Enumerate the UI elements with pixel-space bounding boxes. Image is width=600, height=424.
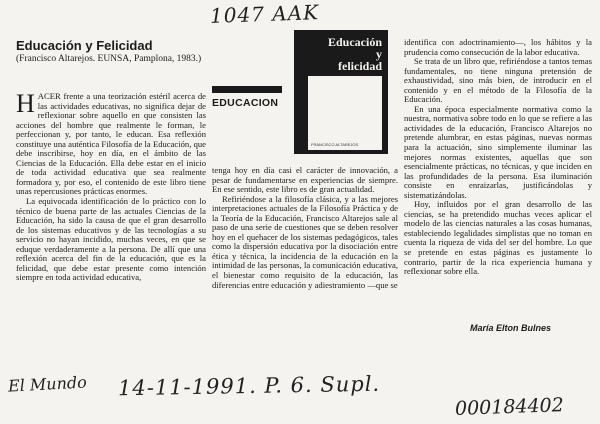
- paragraph: En una época especialmente normativa como la nuestra, normativa sobre todo en lo que se refiere a las actividades de la educación, Francisco Altarejos no pretende alumbrar, en estas páginas, nuevas normas para la actuación, sino simplemente iluminar las mejores normas existentes, aquellas que son esencialmente prácticas, no técnicas, y que inciden en las profundidades de la persona. Esa iluminación consiste en enraizarlas, justificándolas y sistematizándolas.: [404, 103, 592, 200]
- paragraph: Se trata de un libro que, refiriéndose a tantos temas fundamentales, no tiene ninguna pretensión de exhaustividad, sino más bien, de introducir en el contenido y en el método de la Filosofía de la Educación.: [404, 56, 592, 105]
- handwritten-source: El Mundo: [7, 372, 88, 396]
- drop-cap: H: [16, 89, 35, 118]
- cover-title-line: y: [376, 47, 382, 61]
- cover-inner-panel: [308, 76, 382, 150]
- cover-title: [328, 36, 382, 72]
- cover-label: EDUCACION: [212, 97, 279, 109]
- paragraph: identifica con adoctrinamiento—, los hábitos y la prudencia como consecución de la labor educativa.: [404, 37, 592, 57]
- book-cover-image: [294, 30, 388, 154]
- paragraph: Refiriéndose a la filosofía clásica, y a las mejores interpretaciones actuales de la Filosofía Práctica y de la Teoría de la Educación, Francisco Altarejos sale al paso de una serie de cuestiones que se deben resolver hoy en el quehacer de los sistemas pedagógicos, tales como la dispersión educativa por la disociación entre ética y técnica, la incidencia de la educación en la intimidad de las personas, la comunicación educativa, el bienestar como requisito de la educación, las diferencias entre educación y adiestramiento —que se: [212, 193, 398, 290]
- cover-bar: [212, 86, 282, 93]
- cover-title-line: Educación: [327, 35, 382, 49]
- handwritten-reference: 1047 AAK: [209, 0, 320, 28]
- article-title: Educación y Felicidad: [16, 38, 153, 53]
- cover-publisher: FRANCISCO ALTAREJOS: [311, 142, 359, 147]
- article-column-1: [16, 89, 206, 283]
- handwritten-archive-id: 000184402: [454, 394, 565, 420]
- paragraph: [16, 89, 206, 197]
- paragraph: Hoy, influidos por el gran desarrollo de las ciencias, se ha pretendido muchas veces aplicar el modelo de las ciencias naturales a las cosas humanas, estableciendo legalidades simplistas que no toman en cuenta la riqueza de vida del ser del hombre. Lo que se pretende en estas páginas es justamente lo contrario, partir de la rica experiencia humana y reflexionar sobre ella.: [404, 199, 592, 277]
- paragraph: tenga hoy en día casi el carácter de innovación, a pesar de fundamentarse en experiencias de siempre. En ese sentido, este libro es de gran actualidad.: [212, 165, 398, 195]
- article-column-3: [404, 38, 592, 277]
- handwritten-date-page: 14-11-1991. P. 6. Supl.: [117, 371, 381, 401]
- author-signature: María Elton Bulnes: [470, 323, 552, 333]
- article-byline: (Francisco Altarejos. EUNSA, Pamplona, 1983.): [16, 54, 202, 64]
- cover-title-line: felicidad: [338, 59, 382, 73]
- paragraph-text: ACER frente a una teorización estéril acerca de las actividades educativas, no significa dejar de reflexionar sobre aquello en que consisten las acciones del hombre que realmente le forman, le perfeccionan y, por tanto, le educan. Esa reflexión constituye una auténtica Filosofía de la Educación, que debe inscribirse, hoy en día, en el ámbito de las Ciencias de la Educación. Ella debe estar en el inicio de toda actividad educativa que sea realmente formadora y, por eso, el contenido de este libro tiene unas repercusiones prácticas enormes.: [16, 91, 206, 197]
- paragraph: La equivocada identificación de lo práctico con lo técnico de buena parte de las actuales Ciencias de la Educación, ha sido la causa de que el gran desarrollo de los sistemas educativos y de las tecnologías a su servicio no hayan incidido, muchas veces, en que se eduque verdaderamente a la persona. De allí que una reflexión acerca del fin de la educación, que es la felicidad, que debe estar presente como intención siempre en toda actividad educativa,: [16, 196, 206, 283]
- article-column-2: [212, 166, 398, 290]
